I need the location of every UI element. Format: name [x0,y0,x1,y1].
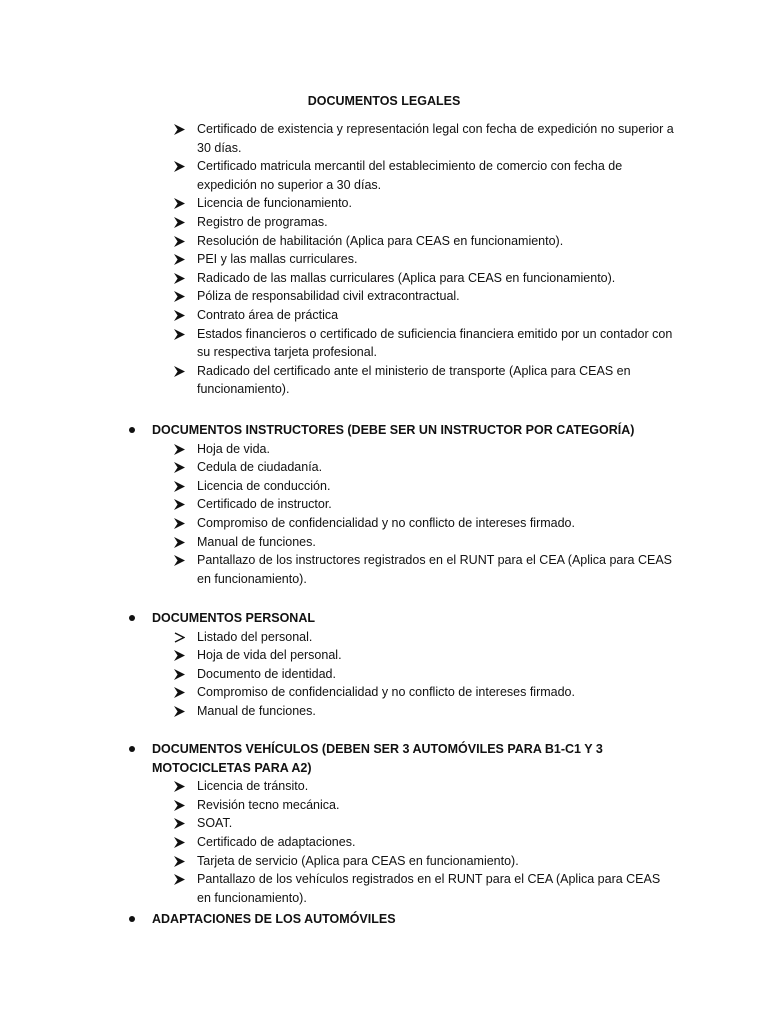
list-item [0,814,675,833]
arrowhead-bullet-icon [174,706,185,717]
arrowhead-bullet-icon [174,366,185,377]
list-item-text: Resolución de habilitación (Aplica para CEAS en funcionamiento). [197,233,564,248]
list-item [0,157,675,194]
list-item-text: Licencia de conducción. [197,478,331,493]
list-item [0,250,675,269]
arrowhead-bullet-icon [174,198,185,209]
arrowhead-bullet-icon [174,650,185,661]
list-item [0,796,675,815]
list-item-text: Pantallazo de los instructores registrados en el RUNT para el CEA (Aplica para CEAS en funcionamiento). [197,553,672,586]
section-heading: DOCUMENTOS PERSONAL [152,611,315,625]
list-item [0,120,675,157]
list-item [0,213,675,232]
list-item-text: Manual de funciones. [197,534,316,549]
arrowhead-bullet-icon [174,161,185,172]
list-item [0,232,675,251]
arrowhead-bullet-icon [174,856,185,867]
instructores-list [0,440,768,589]
arrowhead-bullet-icon [174,781,185,792]
list-item-text: Registro de programas. [197,214,328,229]
list-item-text: Revisión tecno mecánica. [197,797,340,812]
list-item-text: Tarjeta de servicio (Aplica para CEAS en funcionamiento). [197,853,519,868]
list-item-text: Compromiso de confidencialidad y no conflicto de intereses firmado. [197,685,575,700]
round-bullet-icon [129,746,135,752]
arrowhead-bullet-icon [174,874,185,885]
list-item [0,646,675,665]
arrowhead-bullet-icon [174,800,185,811]
section-vehiculos [0,740,768,907]
arrowhead-bullet-icon [174,499,185,510]
list-item-text: Certificado de instructor. [197,497,332,512]
list-item-text: Compromiso de confidencialidad y no conflicto de intereses firmado. [197,515,575,530]
arrowhead-bullet-icon [174,481,185,492]
arrowhead-bullet-icon [174,444,185,455]
section-instructores [0,421,768,588]
arrowhead-bullet-icon [174,254,185,265]
arrowhead-bullet-icon [174,518,185,529]
list-item [0,325,675,362]
round-bullet-icon [129,916,135,922]
list-item-text: Licencia de tránsito. [197,779,309,794]
list-item-text: Certificado de adaptaciones. [197,834,356,849]
list-item-text: Documento de identidad. [197,666,336,681]
arrowhead-bullet-icon [174,310,185,321]
list-item [0,551,675,588]
section-adaptaciones [0,910,768,929]
list-item [0,477,675,496]
list-item [0,833,675,852]
list-item [0,702,675,721]
arrowhead-bullet-icon [174,329,185,340]
list-item [0,440,675,459]
arrowhead-bullet-icon [174,669,185,680]
arrowhead-bullet-icon [174,291,185,302]
list-item [0,514,675,533]
list-item [0,852,675,871]
list-item-text: PEI y las mallas curriculares. [197,252,358,267]
list-item-text: Listado del personal. [197,629,313,644]
list-item [0,269,675,288]
list-item-text: Hoja de vida. [197,441,270,456]
list-item [0,665,675,684]
arrowhead-bullet-icon [174,124,185,135]
list-item-text: Certificado matricula mercantil del establecimiento de comercio con fecha de expedición no superior a 30 días. [197,159,623,192]
page-title: DOCUMENTOS LEGALES [307,94,461,108]
list-item-text: Licencia de funcionamiento. [197,196,352,211]
list-item [0,458,675,477]
list-item-text: Radicado de las mallas curriculares (Aplica para CEAS en funcionamiento). [197,270,616,285]
list-item-text: Contrato área de práctica [197,307,339,322]
legal-documents-list [0,120,675,399]
list-item-text: Estados financieros o certificado de suficiencia financiera emitido por un contador con su respectiva tarjeta profesional. [197,326,673,360]
arrowhead-bullet-icon [174,462,185,473]
round-bullet-icon [129,615,135,621]
personal-list [0,628,768,721]
list-item [0,495,675,514]
section-personal [0,609,768,721]
list-item [0,628,675,647]
arrowhead-bullet-icon [174,555,185,566]
arrowhead-bullet-icon [174,217,185,228]
list-item [0,362,675,399]
list-item [0,533,675,552]
arrowhead-bullet-icon [174,837,185,848]
section-heading: DOCUMENTOS INSTRUCTORES (DEBE SER UN INSTRUCTOR POR CATEGORÍA) [152,423,635,437]
list-item-text: Cedula de ciudadanía. [197,460,323,475]
arrowhead-bullet-icon [174,273,185,284]
section-heading: ADAPTACIONES DE LOS AUTOMÓVILES [152,912,396,926]
list-item [0,683,675,702]
list-item [0,287,675,306]
list-item [0,870,675,907]
list-item-text: Pantallazo de los vehículos registrados en el RUNT para el CEA (Aplica para CEAS en funcionamiento). [197,872,661,905]
list-item [0,777,675,796]
list-item [0,194,675,213]
list-item-text: Certificado de existencia y representación legal con fecha de expedición no superior a 30 días. [197,122,674,155]
arrowhead-bullet-icon [174,818,185,829]
list-item-text: Póliza de responsabilidad civil extracontractual. [197,289,460,304]
list-item-text: Radicado del certificado ante el ministerio de transporte (Aplica para CEAS en funcionamiento). [197,363,631,397]
list-item-text: Hoja de vida del personal. [197,648,342,663]
vehiculos-list [0,777,768,907]
round-bullet-icon [129,427,135,433]
list-item-text: SOAT. [197,816,233,831]
list-item-text: Manual de funciones. [197,703,316,718]
list-item [0,306,675,325]
arrowhead-bullet-icon [174,537,185,548]
section-heading: DOCUMENTOS VEHÍCULOS (DEBEN SER 3 AUTOMÓVILES PARA B1-C1 Y 3 MOTOCICLETAS PARA A2) [152,742,603,775]
arrowhead-bullet-icon [174,236,185,247]
arrowhead-outline-bullet-icon [174,632,185,643]
arrowhead-bullet-icon [174,687,185,698]
